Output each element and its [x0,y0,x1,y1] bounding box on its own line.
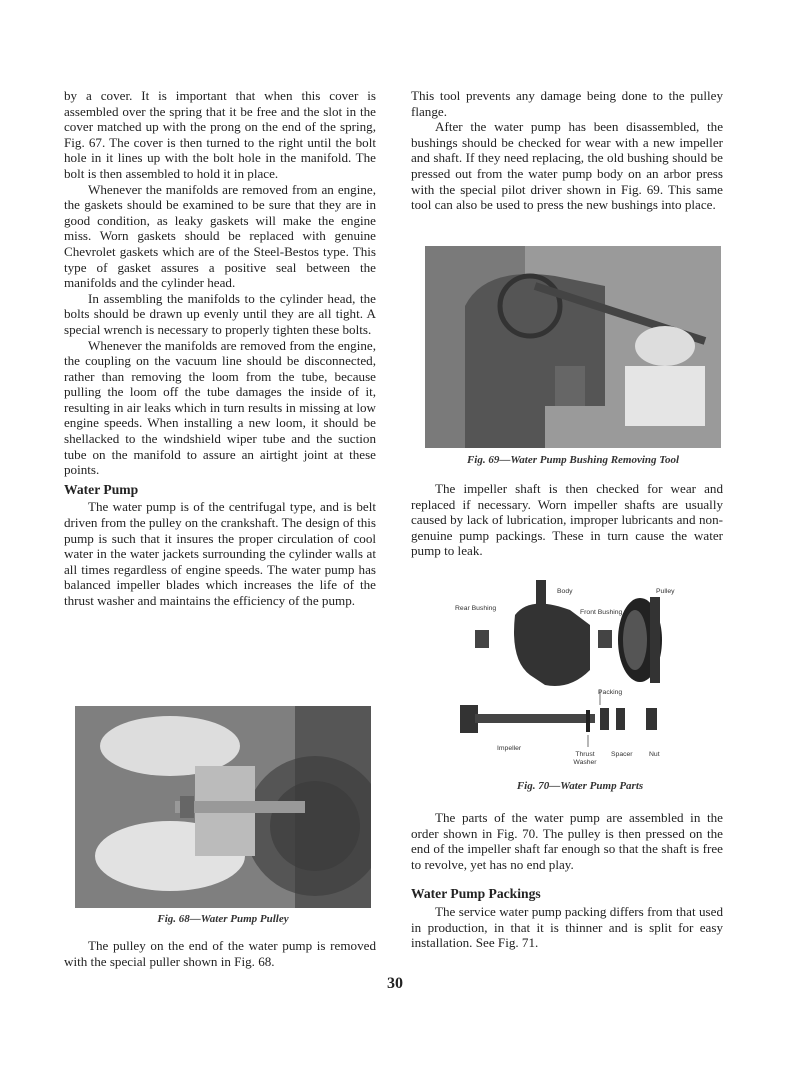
paragraph: The pulley on the end of the water pump is removed with the special puller shown in Fig. 68. [64,938,376,969]
fig68-caption: Fig. 68—Water Pump Pulley [157,913,289,925]
label-pulley: Pulley [656,588,675,595]
label-nut: Nut [649,751,660,758]
left-column-text [64,88,376,609]
bushing-removing-tool-image [425,246,721,448]
paragraph: The service water pump packing differs from that used in production, in that it is thinner and is split for easy installation. See Fig. 71. [411,903,723,951]
label-spacer: Spacer [611,751,633,758]
paragraph: The water pump is of the centrifugal type, and is belt driven from the pulley on the crankshaft. The design of this pump is such that it insures the proper circulation of cool water in the water jackets surrounding the cylinder walls at all times regardless of engine speeds. The water pump has balanced impeller blades which increases the life of the thrust washer and maintains the efficiency of the pump. [64,499,376,608]
paragraph: In assembling the manifolds to the cylinder head, the bolts should be drawn up evenly until they are all tight. A special wrench is necessary to properly tighten these bolts. [64,290,376,337]
fig69-caption: Fig. 69—Water Pump Bushing Removing Tool [466,454,680,466]
water-pump-pulley-image [75,706,371,908]
paragraph: The impeller shaft is then checked for wear and replaced if necessary. Worn impeller shafts are usually caused by lack of lubrication, improper lubricants and non-genuine pump packings. These in turn cause the water pump to leak. [411,481,723,559]
paragraph: Whenever the manifolds are removed from an engine, the gaskets should be examined to be sure that they are in good condition, as leaky gaskets will make the engine miss. Worn gaskets should be replaced with genuine Chevrolet gaskets which are of the Steel-Bestos type. This type of gasket assures a positive seal between the manifolds and the cylinder head. [64,181,376,291]
fig68-photo [75,706,371,908]
label-rear-bushing: Rear Bushing [455,605,497,612]
label-thrust-washer: Thrust Washer [573,751,597,766]
label-impeller: Impeller [497,745,522,752]
paragraph: This tool prevents any damage being done to the pulley flange. [411,88,723,119]
right-column-text [411,88,723,213]
section-heading-water-pump: Water Pump [64,481,139,497]
paragraph: The parts of the water pump are assembled in the order shown in Fig. 70. The pulley is then pressed on the end of the impeller shaft far enough so that the shaft is free to revolve, yet has no end play. [411,810,723,872]
right-column-text-mid [411,481,723,559]
label-body: Body [557,588,573,595]
paragraph: by a cover. It is important that when this cover is assembled over the spring that it be free and the slot in the cover matched up with the prong on the end of the spring, Fig. 67. The cover is then turned to the right until the bolt hole in it lines up with the bolt hole in the manifold. The bolt is then assembled to hold it in place. [64,88,376,181]
paragraph: After the water pump has been disassembled, the bushings should be checked for wear with a new impeller and shaft. If they need replacing, the old bushing should be pressed out from the water pump body on an arbor press with the special pilot driver shown in Fig. 69. This same tool can also be used to press the new bushings into place. [411,119,723,213]
fig70-diagram [450,575,710,775]
paragraph: Whenever the manifolds are removed from the engine, the coupling on the vacuum line should be disconnected, rather than removing the loom from the tube, because pulling the loom off the tube damages the inside of it, resulting in air leaks which in turn results in missing at low engine speeds. When installing a new loom, it should be shellacked to the windshield wiper tube and the suction tube on the manifold to assure an airtight joint at these points. [64,337,376,478]
fig70-caption: Fig. 70—Water Pump Parts [516,780,644,792]
label-packing: Packing [598,689,623,696]
fig69-photo [425,246,721,448]
section-heading-water-pump-packings: Water Pump Packings [411,886,541,902]
page-number: 30 [387,975,403,992]
left-column-text-bottom [64,938,376,969]
label-front-bushing: Front Bushing [580,609,623,616]
right-column-text-bottom [411,810,723,951]
